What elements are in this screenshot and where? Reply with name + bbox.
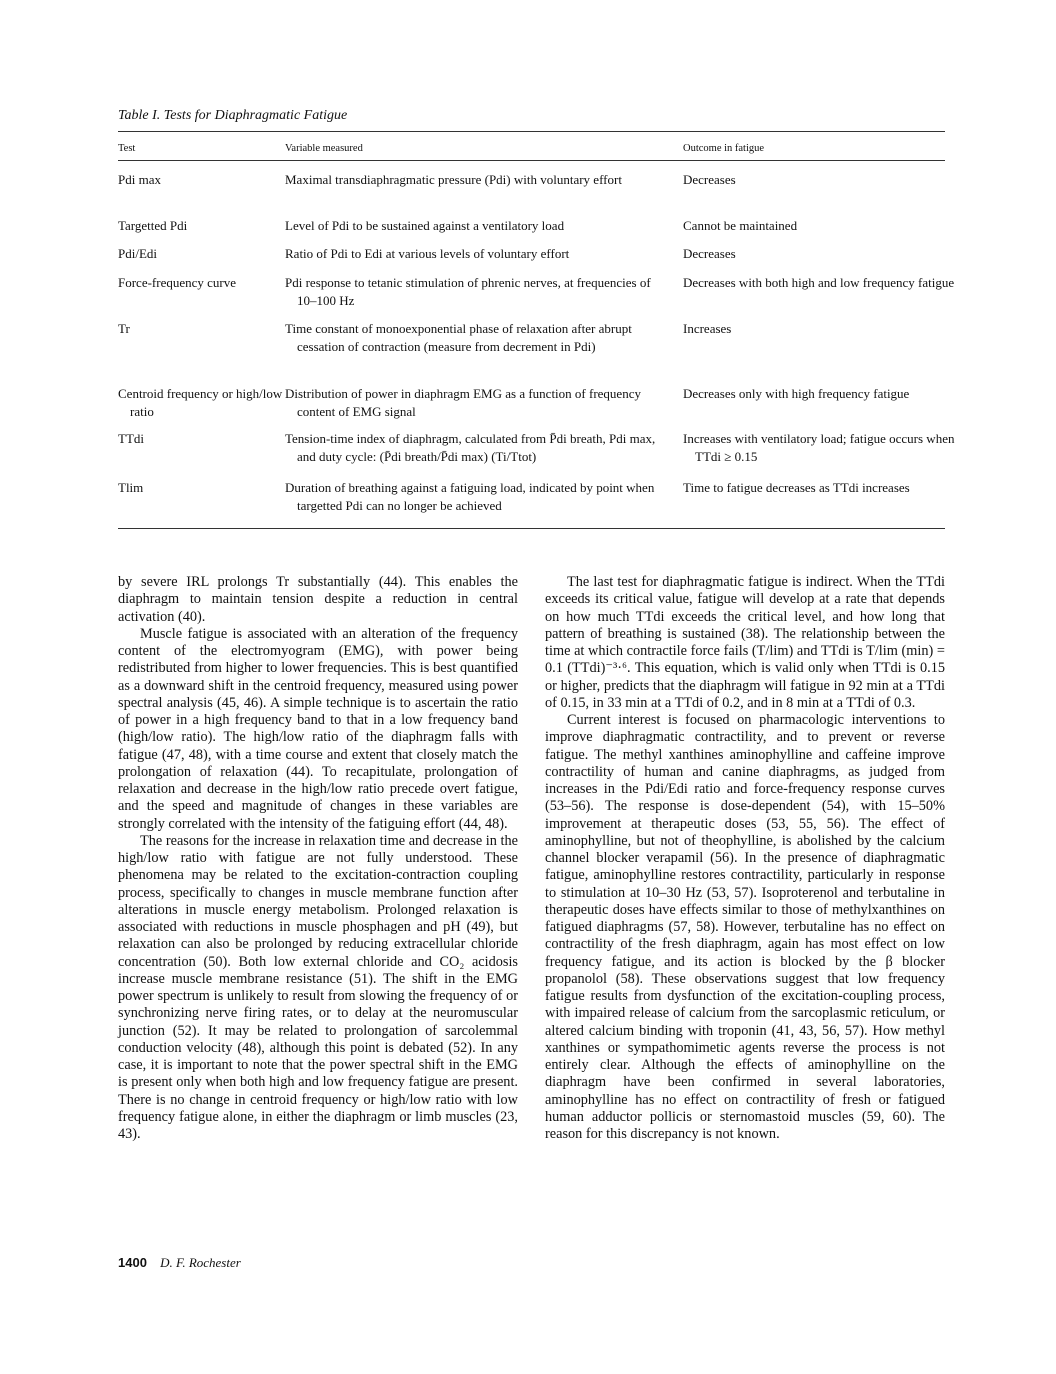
test-cell: Pdi/Edi (118, 246, 158, 261)
table-header-outcome: Outcome in fatigue (683, 143, 765, 154)
paragraph: by severe IRL prolongs Tr substantially (44). This enables the diaphragm to maintain tension despite a reduction in central activation (40). (118, 574, 518, 625)
outcome-cell: Decreases (683, 246, 736, 261)
variable-cell: Tension-time index of diaphragm, calculated from P̄di breath, Pdi max, and duty cycle: (P̄di breath/P̄di max) (Ti/Ttot) (285, 431, 656, 464)
outcome-cell: Decreases only with high frequency fatigue (683, 386, 910, 401)
outcome-cell: Cannot be maintained (683, 218, 798, 233)
variable-cell: Pdi response to tetanic stimulation of phrenic nerves, at frequencies of 10–100 Hz (285, 275, 651, 308)
table-title: Table I. Tests for Diaphragmatic Fatigue (118, 108, 348, 123)
test-cell: TTdi (118, 431, 144, 446)
outcome-cell: Time to fatigue decreases as TTdi increases (683, 480, 910, 495)
table-header-rule (118, 160, 945, 161)
test-cell: Tr (118, 321, 130, 336)
test-cell: Centroid frequency or high/low ratio (118, 386, 283, 419)
variable-cell: Level of Pdi to be sustained against a ventilatory load (285, 218, 565, 233)
test-cell: Pdi max (118, 172, 161, 187)
right-column (545, 574, 945, 1143)
table-top-rule (118, 131, 945, 132)
table-header-test: Test (118, 143, 136, 154)
test-cell: Targetted Pdi (118, 218, 188, 233)
table-bottom-rule (118, 528, 945, 529)
table-header-variable: Variable measured (285, 143, 363, 154)
left-column (118, 574, 518, 1143)
variable-cell: Time constant of monoexponential phase of relaxation after abrupt cessation of contraction (measure from decrement in Pdi) (285, 321, 632, 354)
paragraph: Muscle fatigue is associated with an alteration of the frequency content of the electromyogram (EMG), with power being redistributed from higher to lower frequencies. This is best quantified as a downward shift in the centroid frequency, measured using power spectral analysis (45, 46). A simple technique is to ascertain the ratio of power in a high frequency band to that in a low frequency band (high/low ratio). The high/low ratio of the diaphragm falls with fatigue (47, 48), with a time course and extent that closely match the prolongation of relaxation (44). To recapitulate, prolongation of relaxation and decrease in the high/low ratio precede overt fatigue, and the speed and magnitude of changes in these variables are strongly correlated with the intensity of the fatiguing effort (44, 48). (118, 625, 518, 832)
paragraph: The last test for diaphragmatic fatigue is indirect. When the TTdi exceeds its critical value, fatigue will develop at a rate that depends on how much TTdi exceeds the critical level, and how long that pattern of breathing is sustained (38). The relationship between the time at which contractile force fails (T/lim) and TTdi is T/lim (min) = 0.1 (TTdi)⁻³·⁶. This equation, which is valid only when TTdi is 0.15 or higher, predicts that the diaphragm will fatigue in 92 min at a TTdi of 0.15, in 33 min at a TTdi of 0.2, and in 8 min at a TTdi of 0.3. (545, 574, 945, 711)
outcome-cell: Increases with ventilatory load; fatigue occurs when TTdi ≥ 0.15 (683, 431, 955, 464)
variable-cell: Distribution of power in diaphragm EMG as a function of frequency content of EMG signal (285, 386, 641, 419)
outcome-cell: Decreases (683, 172, 736, 187)
variable-cell: Maximal transdiaphragmatic pressure (Pdi) with voluntary effort (285, 172, 622, 187)
test-cell: Tlim (118, 480, 144, 495)
page-footer (118, 1255, 241, 1271)
test-cell: Force-frequency curve (118, 275, 237, 290)
running-author: D. F. Rochester (160, 1255, 241, 1270)
page-number: 1400 (118, 1255, 147, 1270)
variable-cell: Duration of breathing against a fatiguing load, indicated by point when targetted Pdi can no longer be achieved (285, 480, 655, 513)
paragraph: Current interest is focused on pharmacologic interventions to improve diaphragmatic contractility, and to prevent or reverse fatigue. The methyl xanthines aminophylline and caffeine improve contractility of human and canine diaphragms, as judged from increases in the Pdi/Edi ratio and force-frequency response curves (53–56). The response is dose-dependent (54), with 15–50% improvement at therapeutic doses (53, 55, 56). The effect of aminophylline, but not of theophylline, is abolished by the calcium channel blocker verapamil (56). In the presence of diaphragmatic fatigue, aminophylline restores contractility, particularly in response to stimulation at 10–30 Hz (53, 57). Isoproterenol and terbutaline in therapeutic doses have effects similar to those of methylxanthines on fatigued diaphragms (57, 58). However, terbutaline has no effect on contractility of the fresh diaphragm, again has most effect on low frequency fatigue, and its action is blocked by the β blocker propanolol (58). These observations suggest that low frequency fatigue results from dysfunction of the excitation-coupling process, with impaired release of calcium from the sarcoplasmic reticulum, or altered calcium binding with troponin (41, 43, 56, 57). How methyl xanthines or sympathomimetic agents reverse the process is not entirely clear. Although the effects of aminophylline on the diaphragm have been confirmed in several laboratories, aminophylline has no effect on contractility of fresh or fatigued human adductor pollicis or sternomastoid muscles (59, 60). The reason for this discrepancy is not known. (545, 712, 945, 1142)
paragraph: The reasons for the increase in relaxation time and decrease in the high/low ratio with fatigue are not fully understood. These phenomena may be related to the excitation-contraction coupling process, specifically to changes in muscle membrane function after alterations in muscle energy metabolism. Prolonged relaxation is associated with reductions in muscle phosphagen and pH (49), but relaxation can also be prolonged by reducing extracellular chloride concentration (50). Both low external chloride and CO₂ acidosis increase muscle membrane resistance (51). The shift in the EMG power spectrum is unlikely to result from slowing the frequency of or synchronizing nerve firing rates, or to delay at the neuromuscular junction (52). It may be related to prolongation of sarcolemmal conduction velocity (48), although this point is debated (52). In any case, it is important to note that the power spectral shift in the EMG is present only when both high and low frequency fatigue are present. There is no change in centroid frequency or high/low ratio with low frequency fatigue alone, in either the diaphragm or limb muscles (23, 43). (118, 832, 518, 1142)
outcome-cell: Decreases with both high and low frequency fatigue (683, 275, 955, 290)
variable-cell: Ratio of Pdi to Edi at various levels of voluntary effort (285, 246, 570, 261)
outcome-cell: Increases (683, 321, 732, 336)
